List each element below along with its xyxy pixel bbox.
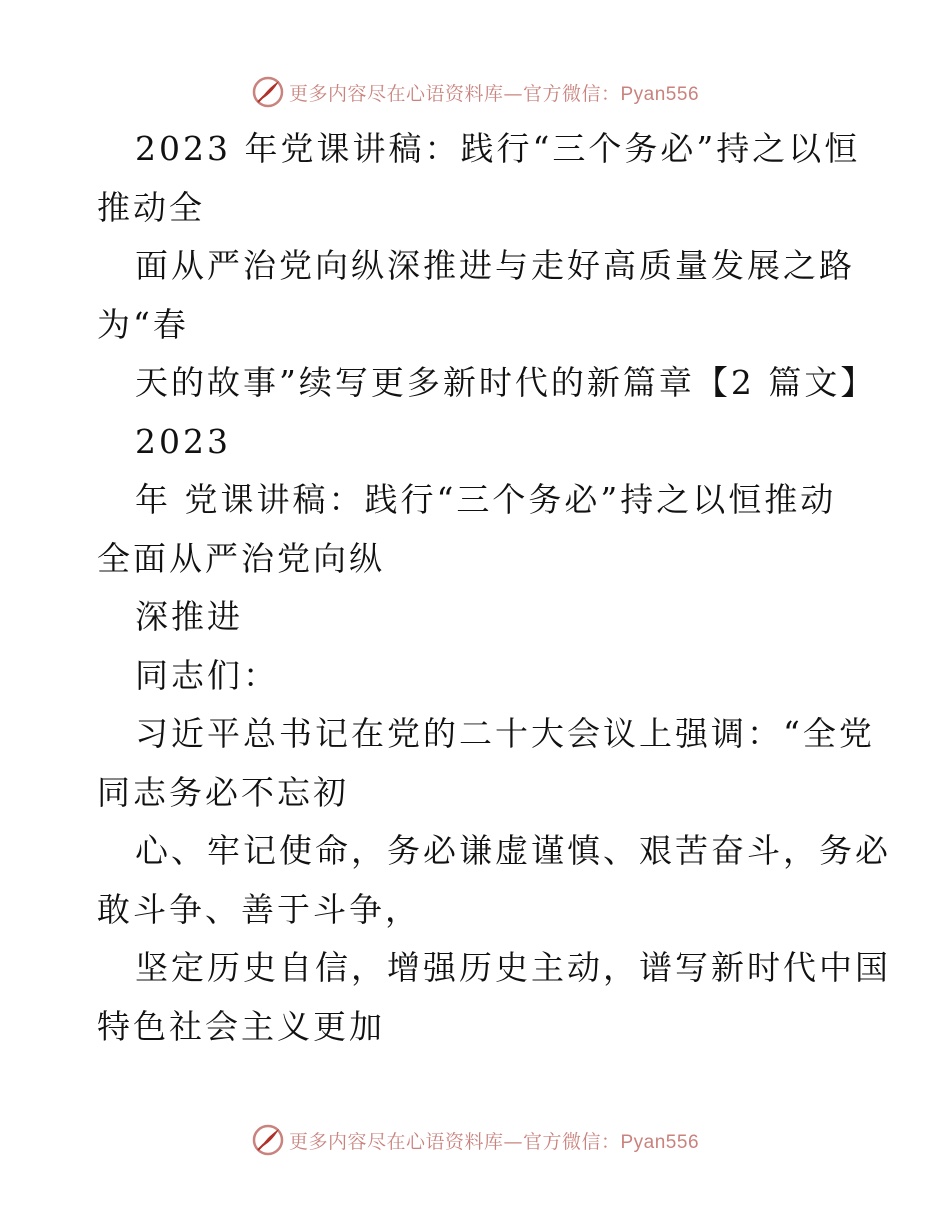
wechat-id: Pyan556 xyxy=(620,1131,700,1153)
doc-line: 全面从严治党向纵 xyxy=(97,538,385,578)
doc-line: 坚定历史自信，增强历史主动，谱写新时代中国 xyxy=(135,948,891,987)
watermark-text: 更多内容尽在心语资料库—官方微信：Pyan556 xyxy=(288,1130,700,1153)
doc-line: 面从严治党向纵深推进与走好高质量发展之路 xyxy=(135,246,855,285)
doc-line: 心、牢记使命，务必谦虚谨慎、艰苦奋斗，务必 xyxy=(135,831,891,870)
doc-line: 同志务必不忘初 xyxy=(97,772,349,812)
doc-line: 深推进 xyxy=(135,597,243,636)
feather-pen-in-circle-icon xyxy=(251,75,285,109)
doc-line: 2023 xyxy=(135,421,231,461)
doc-line: 特色社会主义更加 xyxy=(97,1006,385,1046)
doc-line: 敢斗争、善于斗争， xyxy=(97,889,421,929)
doc-line: 推动全 xyxy=(97,187,205,227)
doc-line: 习近平总书记在党的二十大会议上强调：“全党 xyxy=(135,714,875,753)
document-body xyxy=(97,120,897,1056)
wechat-id: Pyan556 xyxy=(620,83,700,105)
doc-line: 2023 年党课讲稿：践行“三个务必”持之以恒 xyxy=(135,129,861,168)
doc-line: 天的故事”续写更多新时代的新篇章【2 篇文】 xyxy=(135,363,877,402)
header-watermark xyxy=(0,72,950,112)
watermark-text: 更多内容尽在心语资料库—官方微信：Pyan556 xyxy=(288,82,700,105)
doc-line: 为“春 xyxy=(97,304,189,344)
feather-pen-in-circle-icon xyxy=(251,1123,285,1157)
footer-watermark xyxy=(0,1120,950,1160)
doc-line: 同志们： xyxy=(135,655,279,695)
doc-line: 年 党课讲稿：践行“三个务必”持之以恒推动 xyxy=(135,480,837,519)
